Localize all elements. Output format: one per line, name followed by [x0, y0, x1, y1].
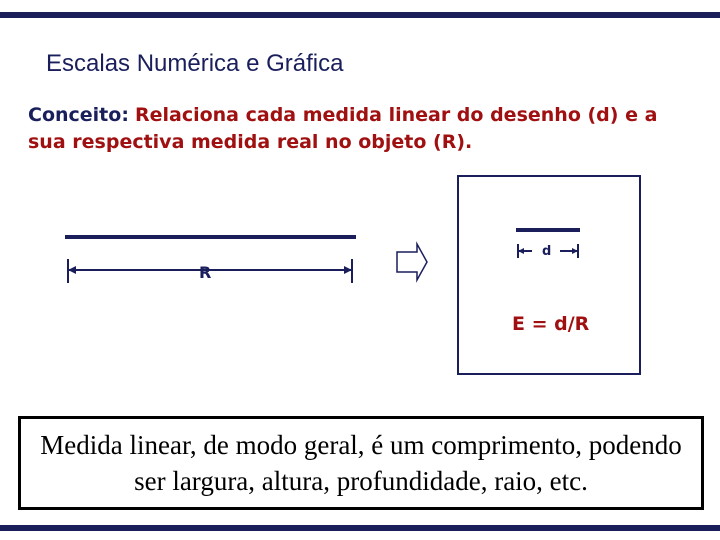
page-title: Escalas Numérica e Gráfica [46, 50, 344, 77]
bottom-rule [0, 525, 720, 531]
concept-label: Conceito: [28, 104, 129, 126]
real-measure-label: R [199, 263, 212, 282]
note-box [18, 416, 704, 510]
real-arrowhead-left [68, 266, 76, 274]
concept-text: Relaciona cada medida linear do desenho (d) e a sua respectiva medida real no objeto (R). [28, 104, 658, 153]
scale-formula: E = d/R [512, 313, 590, 335]
drawing-measure-label: d [542, 244, 552, 259]
right-arrow-icon [397, 244, 427, 280]
drawing-frame [458, 176, 640, 374]
note-text: Medida linear, de modo geral, é um comprimento, podendo ser largura, altura, profundidade, raio, etc. [40, 430, 682, 496]
real-arrowhead-right [344, 266, 352, 274]
